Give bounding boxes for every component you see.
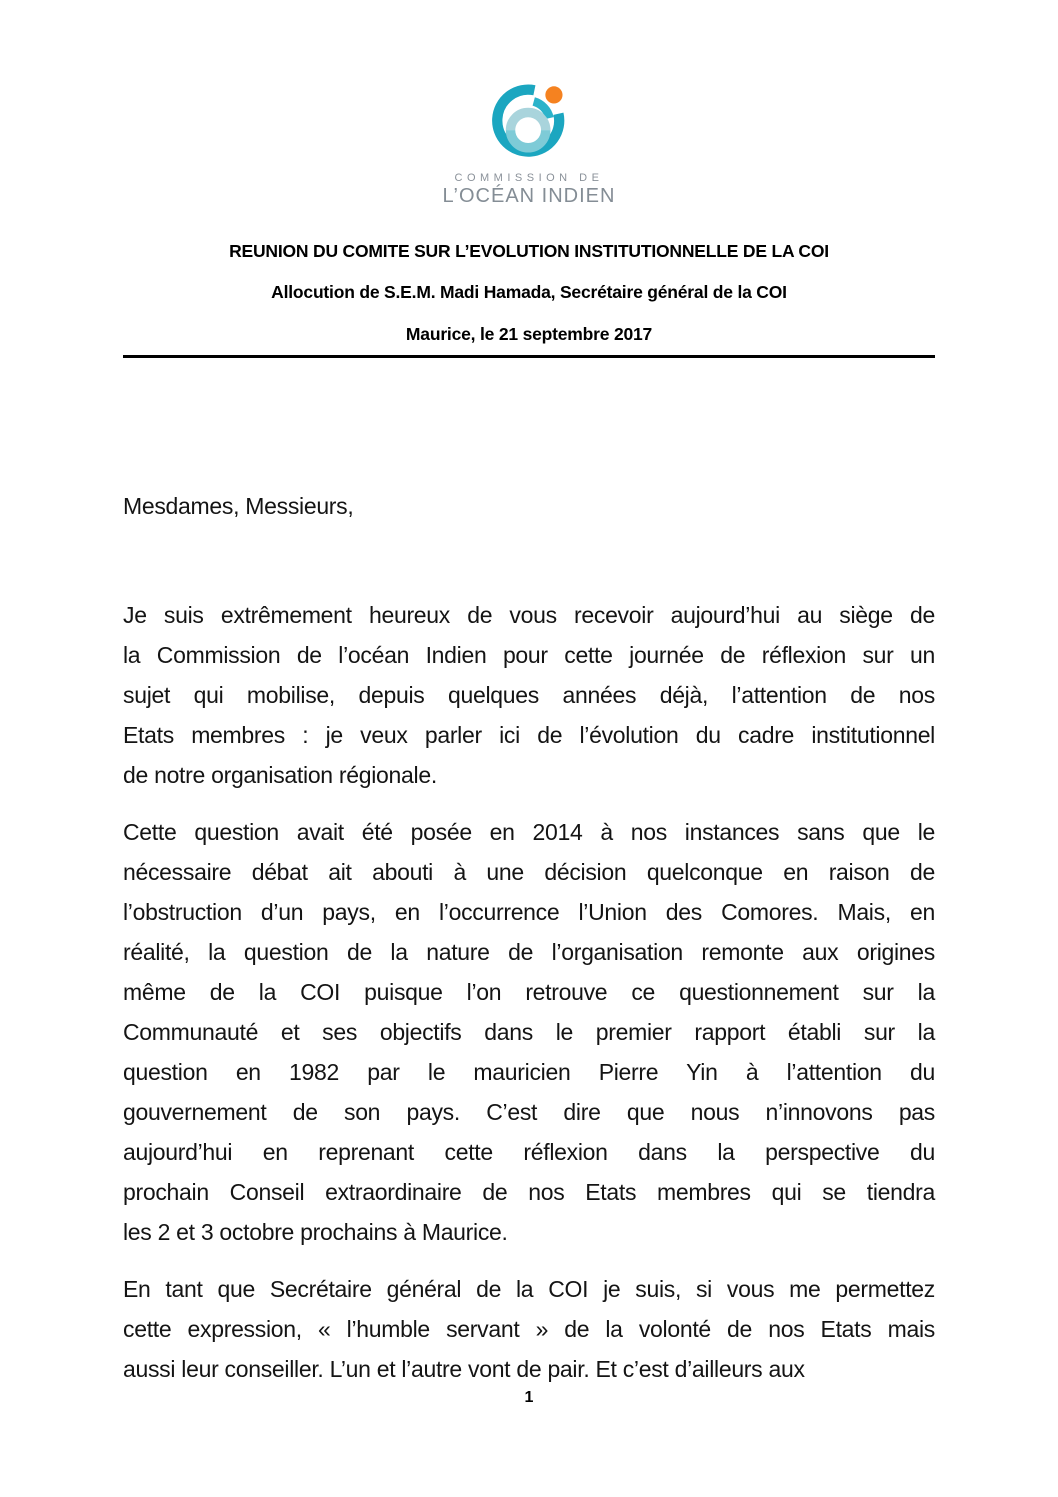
text-line: cette expression, « l’humble servant » de la volonté de nos Etats mais [123,1316,935,1342]
text-line: Je suis extrêmement heureux de vous recevoir aujourd’hui au siège de [123,602,935,628]
text-line: prochain Conseil extraordinaire de nos Etats membres qui se tiendra [123,1179,935,1205]
text-line: question en 1982 par le mauricien Pierre Yin à l’attention du [123,1059,935,1085]
document-title: REUNION DU COMITE SUR L’EVOLUTION INSTITUTIONNELLE DE LA COI [229,241,829,261]
text-line: même de la COI puisque l’on retrouve ce questionnement sur la [123,979,935,1005]
paragraph [123,812,935,1252]
document-body [123,486,935,1389]
paragraph [123,595,935,795]
text-line: gouvernement de son pays. C’est dire que nous n’innovons pas [123,1099,935,1125]
text-line: aujourd’hui en reprenant cette réflexion dans la perspective du [123,1139,935,1165]
text-line: En tant que Secrétaire général de la COI je suis, si vous me permettez [123,1276,935,1302]
paragraph [123,1269,935,1389]
text-line: Cette question avait été posée en 2014 à nos instances sans que le [123,819,935,845]
text-line: Etats membres : je veux parler ici de l’évolution du cadre institutionnel [123,722,935,748]
logo-org-name-line1: COMMISSION DE [454,172,604,184]
document-subtitle: Allocution de S.E.M. Madi Hamada, Secrétaire général de la COI [271,282,787,302]
coi-logo-icon [485,82,573,168]
logo-org-name-line2: L’OCÉAN INDIEN [442,185,616,207]
text-line: Communauté et ses objectifs dans le premier rapport établi sur la [123,1019,935,1045]
text-line: nécessaire débat ait abouti à une décision quelconque en raison de [123,859,935,885]
orange-dot [545,86,562,103]
text-line: sujet qui mobilise, depuis quelques années déjà, l’attention de nos [123,682,935,708]
text-line: la Commission de l’océan Indien pour cette journée de réflexion sur un [123,642,935,668]
body-paragraphs [123,595,935,1389]
coi-logo [0,0,1058,208]
page-number: 1 [524,1389,534,1406]
document-dateline: Maurice, le 21 septembre 2017 [405,324,653,344]
text-line: aussi leur conseiller. L’un et l’autre vont de pair. Et c’est d’ailleurs aux [123,1356,805,1382]
salutation: Mesdames, Messieurs, [123,493,354,519]
document-header [123,240,935,358]
text-line: l’obstruction d’un pays, en l’occurrence l’Union des Comores. Mais, en [123,899,935,925]
text-line: les 2 et 3 octobre prochains à Maurice. [123,1219,508,1245]
text-line: réalité, la question de la nature de l’organisation remonte aux origines [123,939,935,965]
text-line: de notre organisation régionale. [123,762,437,788]
